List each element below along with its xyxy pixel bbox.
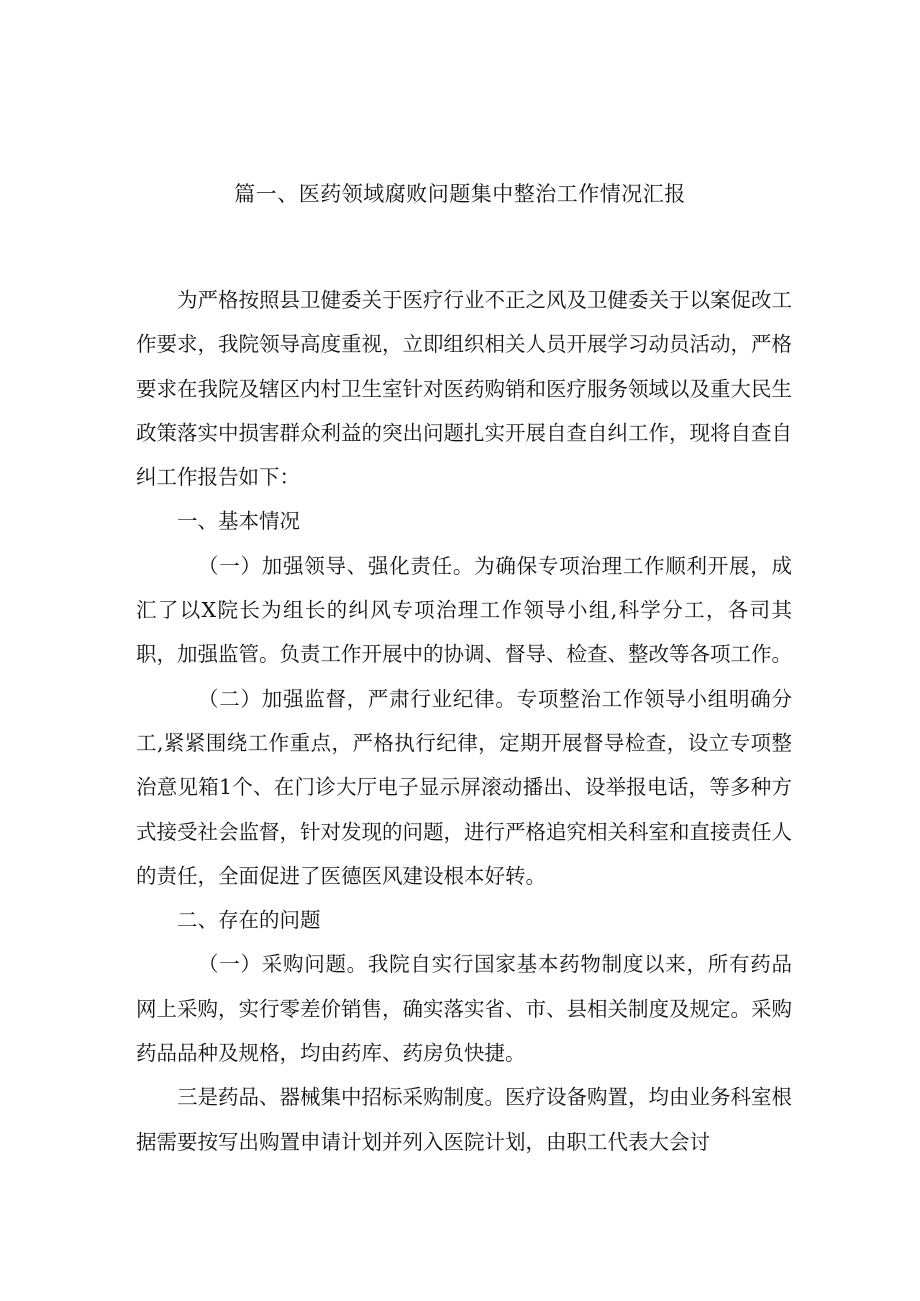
document-body (136, 278, 792, 1164)
paragraph-supervision: （二）加强监督，严肃行业纪律。专项整治工作领导小组明确分工,紧紧围绕工作重点，严格执行纪律，定期开展督导检查，设立专项整治意见箱1个、在门诊大厅电子显示屏滚动播出、设举报电话，等多种方式接受社会监督，针对发现的问题，进行严格追究相关科室和直接责任人的责任，全面促进了医德医风建设根本好转。 (136, 686, 792, 888)
paragraph-procurement: （一）采购问题。我院自实行国家基本药物制度以来，所有药品网上采购，实行零差价销售，确实落实省、市、县相关制度及规定。采购药品品种及规格，均由药库、药房负快捷。 (136, 952, 792, 1066)
paragraph-leadership: （一）加强领导、强化责任。为确保专项治理工作顺利开展，成汇了以X院长为组长的纠风专项治理工作领导小组,科学分工，各司其职，加强监管。负责工作开展中的协调、督导、检查、整改等各项工作。 (136, 553, 792, 667)
section-heading-problems: 二、存在的问题 (177, 908, 321, 933)
intro-paragraph: 为严格按照县卫健委关于医疗行业不正之风及卫健委关于以案促改工作要求，我院领导高度重视，立即组织相关人员开展学习动员活动，严格要求在我院及辖区内村卫生室针对医药购销和医疗服务领域以及重大民生政策落实中损害群众利益的突出问题扎实开展自查自纠工作，现将自查自纠工作报告如下： (136, 288, 792, 490)
section-heading-basic-situation: 一、基本情况 (177, 509, 300, 534)
paragraph-tendering: 三是药品、器械集中招标采购制度。医疗设备购置，均由业务科室根据需要按写出购置申请计划并列入医院计划，由职工代表大会讨 (136, 1085, 792, 1154)
document-title: 篇一、医药领域腐败问题集中整治工作情况汇报 (234, 182, 686, 206)
